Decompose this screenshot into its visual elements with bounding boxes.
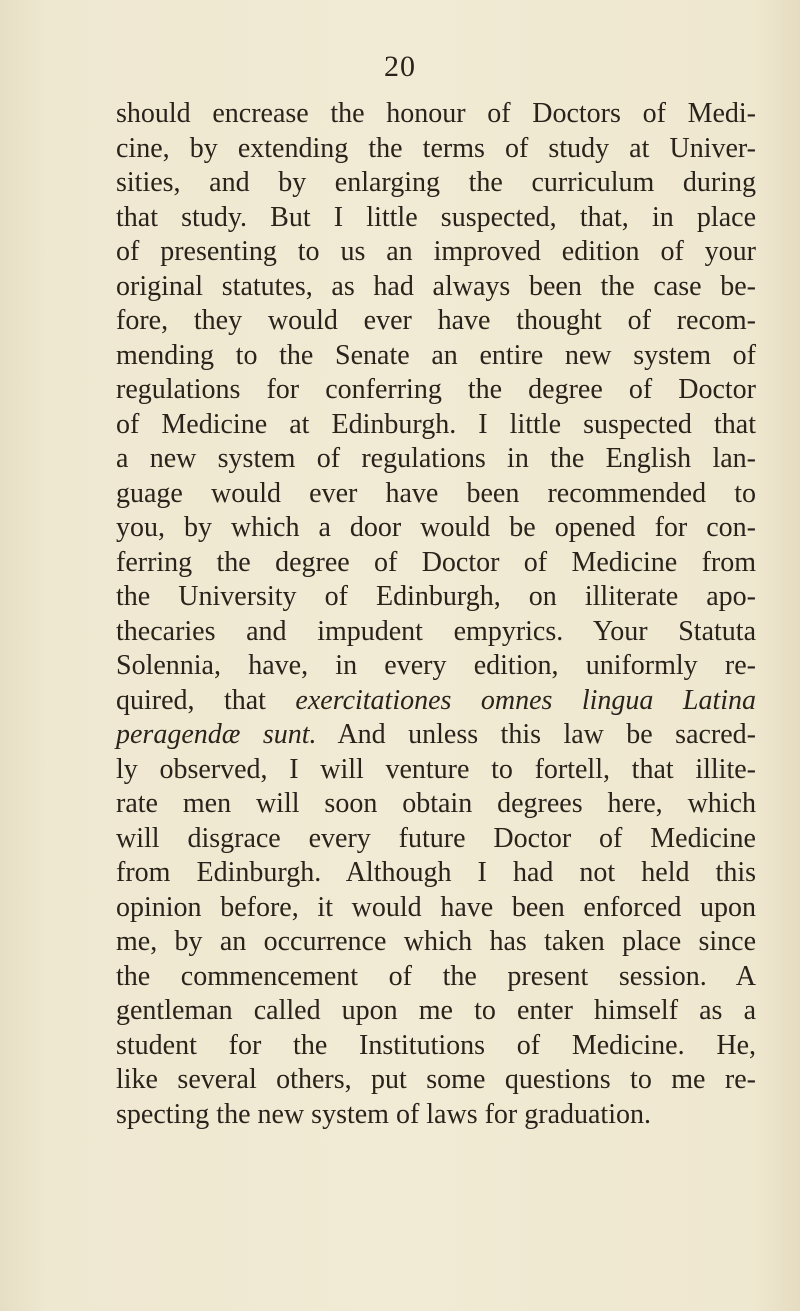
text-line: guage would ever have been recommended to xyxy=(116,477,756,509)
text-line: a new system of regulations in the English lan- xyxy=(116,443,756,474)
latin-phrase: exercitationes omnes lingua Latina xyxy=(295,684,756,716)
text-line xyxy=(116,718,756,753)
text-line: like several others, put some questions to me re- xyxy=(116,1064,756,1095)
text-line: Solennia, have, in every edition, uniformly re- xyxy=(116,650,756,681)
text-line: from Edinburgh. Although I had not held this xyxy=(116,857,756,888)
text-line: mending to the Senate an entire new system of xyxy=(116,339,756,371)
latin-phrase: peragendæ sunt. xyxy=(116,719,317,750)
text-line: regulations for conferring the degree of Doctor xyxy=(116,374,756,405)
text-line: cine, by extending the terms of study at Univer- xyxy=(116,132,756,164)
text-line: the University of Edinburgh, on illiterate apo- xyxy=(116,581,756,612)
body-text xyxy=(116,97,756,1132)
text-line: you, by which a door would be opened for con- xyxy=(116,512,756,543)
text-line: sities, and by enlarging the curriculum during xyxy=(116,167,756,198)
text-line: gentleman called upon me to enter himself as a xyxy=(116,995,756,1026)
text-line: that study. But I little suspected, that, in place xyxy=(116,201,756,233)
text-fragment: quired, that xyxy=(116,684,266,716)
text-line: thecaries and impudent empyrics. Your Statuta xyxy=(116,615,756,647)
text-line: ferring the degree of Doctor of Medicine from xyxy=(116,546,756,578)
text-line: of Medicine at Edinburgh. I little suspected that xyxy=(116,408,756,440)
text-line: should encrease the honour of Doctors of Medi- xyxy=(116,98,756,129)
text-line: ly observed, I will venture to fortell, that illite- xyxy=(116,753,756,785)
text-line: specting the new system of laws for graduation. xyxy=(116,1098,651,1130)
text-line: me, by an occurrence which has taken place since xyxy=(116,926,756,957)
text-line: fore, they would ever have thought of recom- xyxy=(116,305,756,336)
text-line: the commencement of the present session. A xyxy=(116,960,756,992)
text-line xyxy=(116,684,756,719)
text-fragment: And unless this law be sacred- xyxy=(337,719,756,750)
text-line: original statutes, as had always been the case be- xyxy=(116,270,756,302)
text-line: opinion before, it would have been enforced upon xyxy=(116,891,756,923)
text-line: of presenting to us an improved edition of your xyxy=(116,236,756,267)
text-line: student for the Institutions of Medicine. He, xyxy=(116,1029,756,1061)
text-line: will disgrace every future Doctor of Medicine xyxy=(116,822,756,854)
text-line: rate men will soon obtain degrees here, which xyxy=(116,788,756,819)
page-number: 20 xyxy=(384,50,416,83)
